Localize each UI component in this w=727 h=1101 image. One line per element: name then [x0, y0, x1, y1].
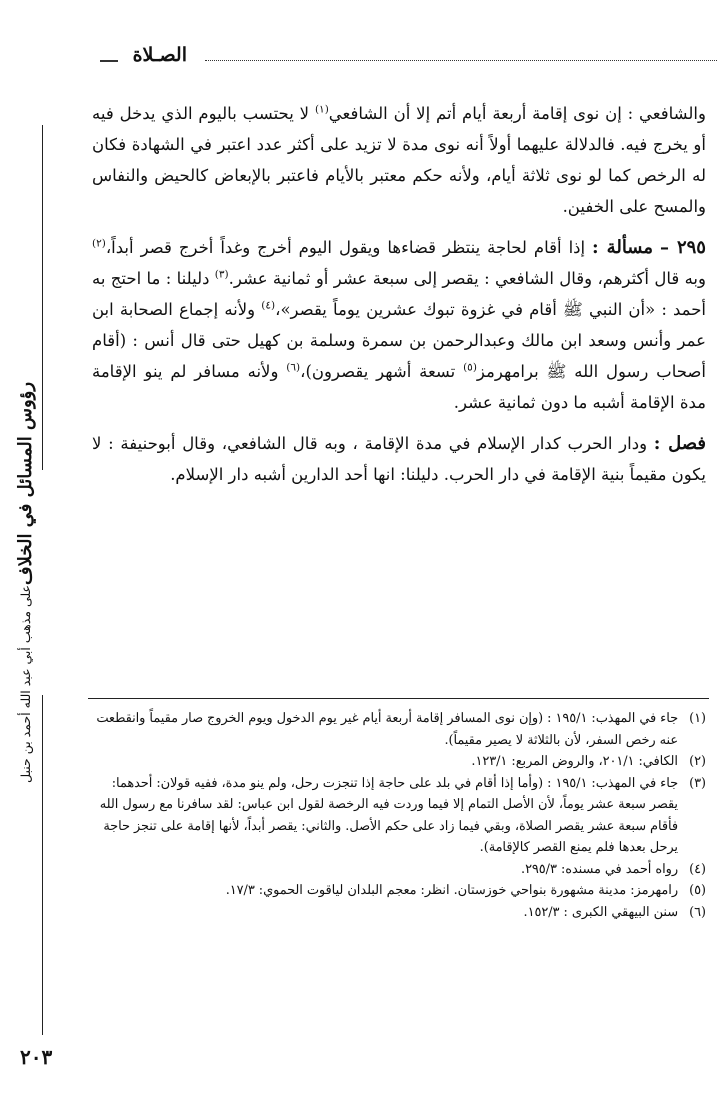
paragraph-3 [92, 428, 706, 490]
p1-text-a: والشافعي : إن نوى إقامة أربعة أيام أتم إلا أن الشافعي [328, 104, 706, 123]
footnote-number: (٤) [689, 861, 706, 877]
footnote-text: جاء في المهذب: ١٩٥/١ : (وأما إذا أقام في بلد على حاجة إذا تنجزت رحل، ولم ينو مدة، ففيه قولان: أحدهما: يقصر سبعة عشر يوماً، لأن الأصل التمام إلا فيما وردت فيه الرخصة لقول ابن عباس: لقد سافرنا مع رسول الله فأقام سبعة عشر يقصر الصلاة، وبقي فيما زاد على حكم الأصل. والثاني: يقصر أبداً، لأنها إقامة على تنجز حاجة يرحل بعدها فلم يمنع القصر كالإقامة). [99, 775, 678, 855]
footnote-text: الكافي: ٢٠١/١، والروض المربع: ١٢٣/١. [471, 754, 678, 769]
footnote-4 [92, 859, 706, 881]
paragraph-2 [92, 232, 706, 418]
footnote-1 [92, 708, 706, 751]
header-rule [205, 60, 717, 61]
page-number: ٢٠٣ [20, 1045, 53, 1069]
side-bar-top [42, 125, 43, 470]
footnote-2 [92, 751, 706, 773]
footnote-text: جاء في المهذب: ١٩٥/١ : (وإن نوى المسافر إقامة أربعة أيام غير يوم الدخول ويوم الخروج صار مقيماً وانقطعت عنه رخص السفر، لأن بالثلاثة لا يصير مقيماً). [96, 711, 678, 748]
side-label-subtitle: على مذهب أبي عبد الله أحمد بن حنبل [18, 585, 33, 784]
footnote-number: (٥) [689, 883, 706, 898]
issue-number: ٢٩٥ – [659, 237, 706, 258]
side-bar-bottom [42, 695, 43, 1035]
p2-text-c: دليلنا : ما احتج به أحمد : «أن النبي ﷺ أقام في غزوة تبوك عشرين يوماً يقصر»، [92, 269, 706, 319]
p2-text-b: وبه قال أكثرهم، وقال الشافعي : يقصر إلى سبعة عشر أو ثمانية عشر. [228, 269, 706, 288]
footnote-number: (٢) [689, 754, 706, 769]
issue-marker: مسألة : [592, 237, 653, 258]
footnote-text: سنن البيهقي الكبرى : ١٥٢/٣. [523, 904, 678, 920]
p3-text: ودار الحرب كدار الإسلام في مدة الإقامة ، وبه قال الشافعي، وقال أبوحنيفة : لا يكون مقيماً بنية الإقامة في دار الحرب. دليلنا: انها أحد الدارين أشبه دار الإسلام. [92, 434, 706, 484]
footnote-ref-3: (٣) [214, 268, 229, 281]
footnote-ref-4: (٤) [261, 299, 276, 312]
side-label-title: رؤوس المسائل في الخلاف [15, 382, 36, 586]
footnote-text: رامهرمز: مدينة مشهورة بنواحي خوزستان. انظر: معجم البلدان لياقوت الحموي: ١٧/٣. [225, 883, 678, 898]
side-label [6, 382, 46, 784]
paragraph-1 [92, 98, 706, 222]
footnote-6 [92, 902, 706, 924]
footnote-number: (٦) [689, 904, 706, 920]
p2-text-e: تسعة أشهر يقصرون)، [300, 362, 464, 381]
footnotes [92, 708, 706, 923]
running-title: الصـلاة [132, 44, 187, 66]
footnote-ref-2: (٢) [92, 237, 106, 250]
header-rule-end [100, 60, 118, 62]
section-marker: فصل : [653, 433, 707, 454]
footnote-ref-6: (٦) [286, 361, 301, 374]
footnote-ref-5: (٥) [463, 361, 477, 374]
footnote-rule [88, 698, 709, 699]
footnote-text: رواه أحمد في مسنده: ٢٩٥/٣. [520, 861, 678, 877]
p1-text-b: لا يحتسب باليوم الذي يدخل فيه أو يخرج فيه. فالدلالة عليهما أولاً أنه نوى مدة لا تزيد على أكثر عدد اعتبر في الشهادة فكان له الرخص كما لو نوى ثلاثة أيام، ولأنه حكم معتبر بالأيام فاعتبر بالإبعاض كالحيض والنفاس والمسح على الخفين. [92, 104, 706, 216]
p2-text-d: ولأنه إجماع الصحابة ابن عمر وأنس وسعد ابن مالك وعبدالرحمن بن سمرة وسلمة بن كهيل حتى قال أنس : (أقام أصحاب رسول الله ﷺ برامهرمز [92, 300, 706, 381]
p2-text-f: ولأنه مسافر لم ينو الإقامة مدة الإقامة أشبه ما دون ثمانية عشر. [92, 362, 706, 412]
footnote-3 [92, 773, 706, 859]
footnote-5 [92, 880, 706, 902]
p2-text-a: إذا أقام لحاجة ينتظر قضاءها ويقول اليوم أخرج وغداً أخرج قصر أبداً، [105, 238, 593, 257]
footnote-number: (٣) [689, 775, 706, 791]
footnote-ref-1: (١) [314, 103, 329, 116]
main-text [92, 98, 706, 500]
footnote-number: (١) [689, 711, 706, 726]
